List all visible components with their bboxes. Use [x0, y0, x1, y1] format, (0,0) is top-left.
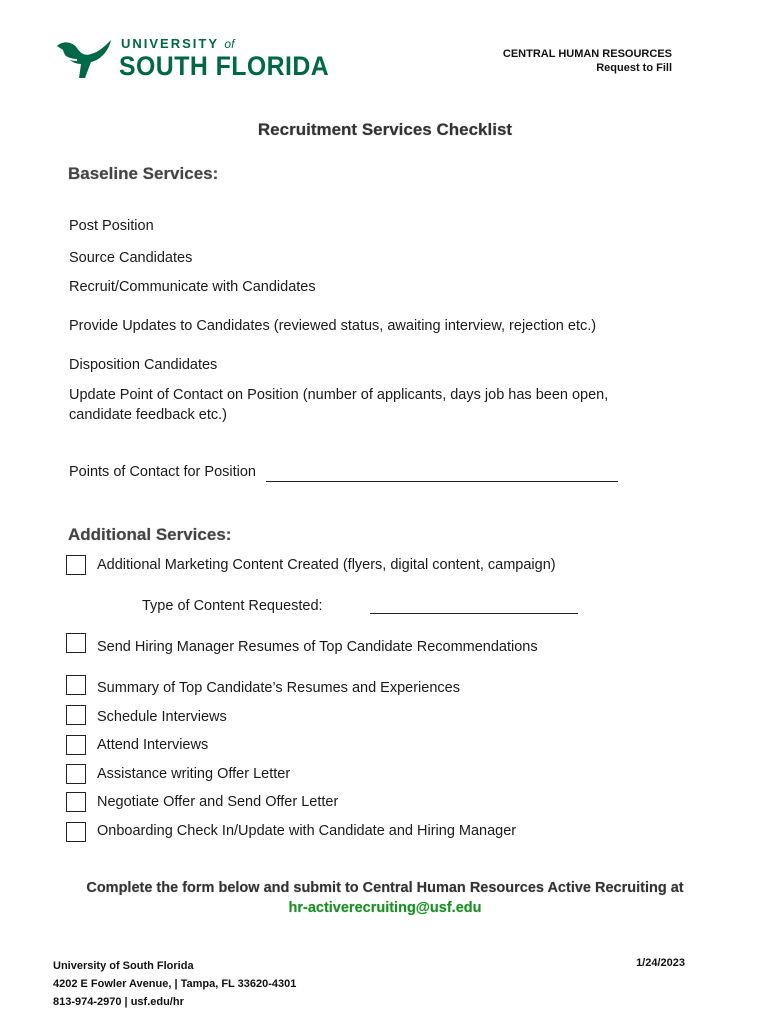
checkbox-schedule-interviews[interactable]	[66, 705, 86, 725]
baseline-heading: Baseline Services:	[68, 164, 219, 183]
footer-contact: 813-974-2970 | usf.edu/hr	[53, 996, 184, 1008]
checkbox-send-resumes[interactable]	[66, 633, 86, 653]
baseline-item: Recruit/Communicate with Candidates	[69, 279, 316, 295]
additional-item: Attend Interviews	[97, 737, 209, 753]
additional-item: Assistance writing Offer Letter	[97, 766, 291, 782]
additional-item: Schedule Interviews	[97, 709, 227, 725]
additional-heading: Additional Services:	[68, 525, 232, 544]
checkbox-onboarding[interactable]	[66, 822, 86, 842]
checkbox-offer-letter[interactable]	[66, 764, 86, 784]
baseline-item: Update Point of Contact on Position (number of applicants, days job has been open, candidate feedback etc.)	[69, 387, 609, 423]
baseline-item: Post Position	[69, 218, 154, 234]
footer-street: 4202 E Fowler Avenue, | Tampa, FL 33620-4301	[53, 978, 297, 990]
content-type-input-line[interactable]	[370, 613, 578, 614]
department-name: CENTRAL HUMAN RESOURCES	[502, 48, 672, 60]
baseline-item: Disposition Candidates	[69, 357, 218, 373]
usf-logo	[55, 36, 330, 86]
submit-email-link[interactable]: hr-activerecruiting@usf.edu	[288, 900, 482, 916]
form-name: Request to Fill	[596, 62, 672, 74]
additional-item: Additional Marketing Content Created (flyers, digital content, campaign)	[97, 557, 556, 573]
additional-item: Summary of Top Candidate’s Resumes and Experiences	[97, 680, 460, 696]
checkbox-negotiate-offer[interactable]	[66, 792, 86, 812]
additional-item: Onboarding Check In/Update with Candidate and Hiring Manager	[97, 823, 517, 839]
baseline-item: Provide Updates to Candidates (reviewed status, awaiting interview, rejection etc.)	[69, 318, 597, 334]
contact-label: Points of Contact for Position	[69, 464, 256, 480]
additional-item: Send Hiring Manager Resumes of Top Candidate Recommendations	[97, 639, 538, 655]
footer-date: 1/24/2023	[636, 957, 685, 969]
footer-address	[53, 957, 296, 1011]
bull-horns-icon	[55, 38, 113, 80]
baseline-item: Source Candidates	[69, 250, 193, 266]
logo-university-text: UNIVERSITY of	[121, 36, 235, 51]
checkbox-summary[interactable]	[66, 675, 86, 695]
additional-item: Negotiate Offer and Send Offer Letter	[97, 794, 339, 810]
footer-org: University of South Florida	[53, 960, 194, 972]
logo-south-florida-text: SOUTH FLORIDA	[119, 51, 330, 81]
submit-instruction: Complete the form below and submit to Central Human Resources Active Recruiting at	[86, 880, 684, 896]
header-right	[503, 47, 672, 75]
content-type-label: Type of Content Requested:	[142, 598, 323, 614]
checkbox-marketing-content[interactable]	[66, 555, 86, 575]
checkbox-attend-interviews[interactable]	[66, 735, 86, 755]
contact-input-line[interactable]	[266, 481, 618, 482]
page-title: Recruitment Services Checklist	[257, 120, 513, 139]
